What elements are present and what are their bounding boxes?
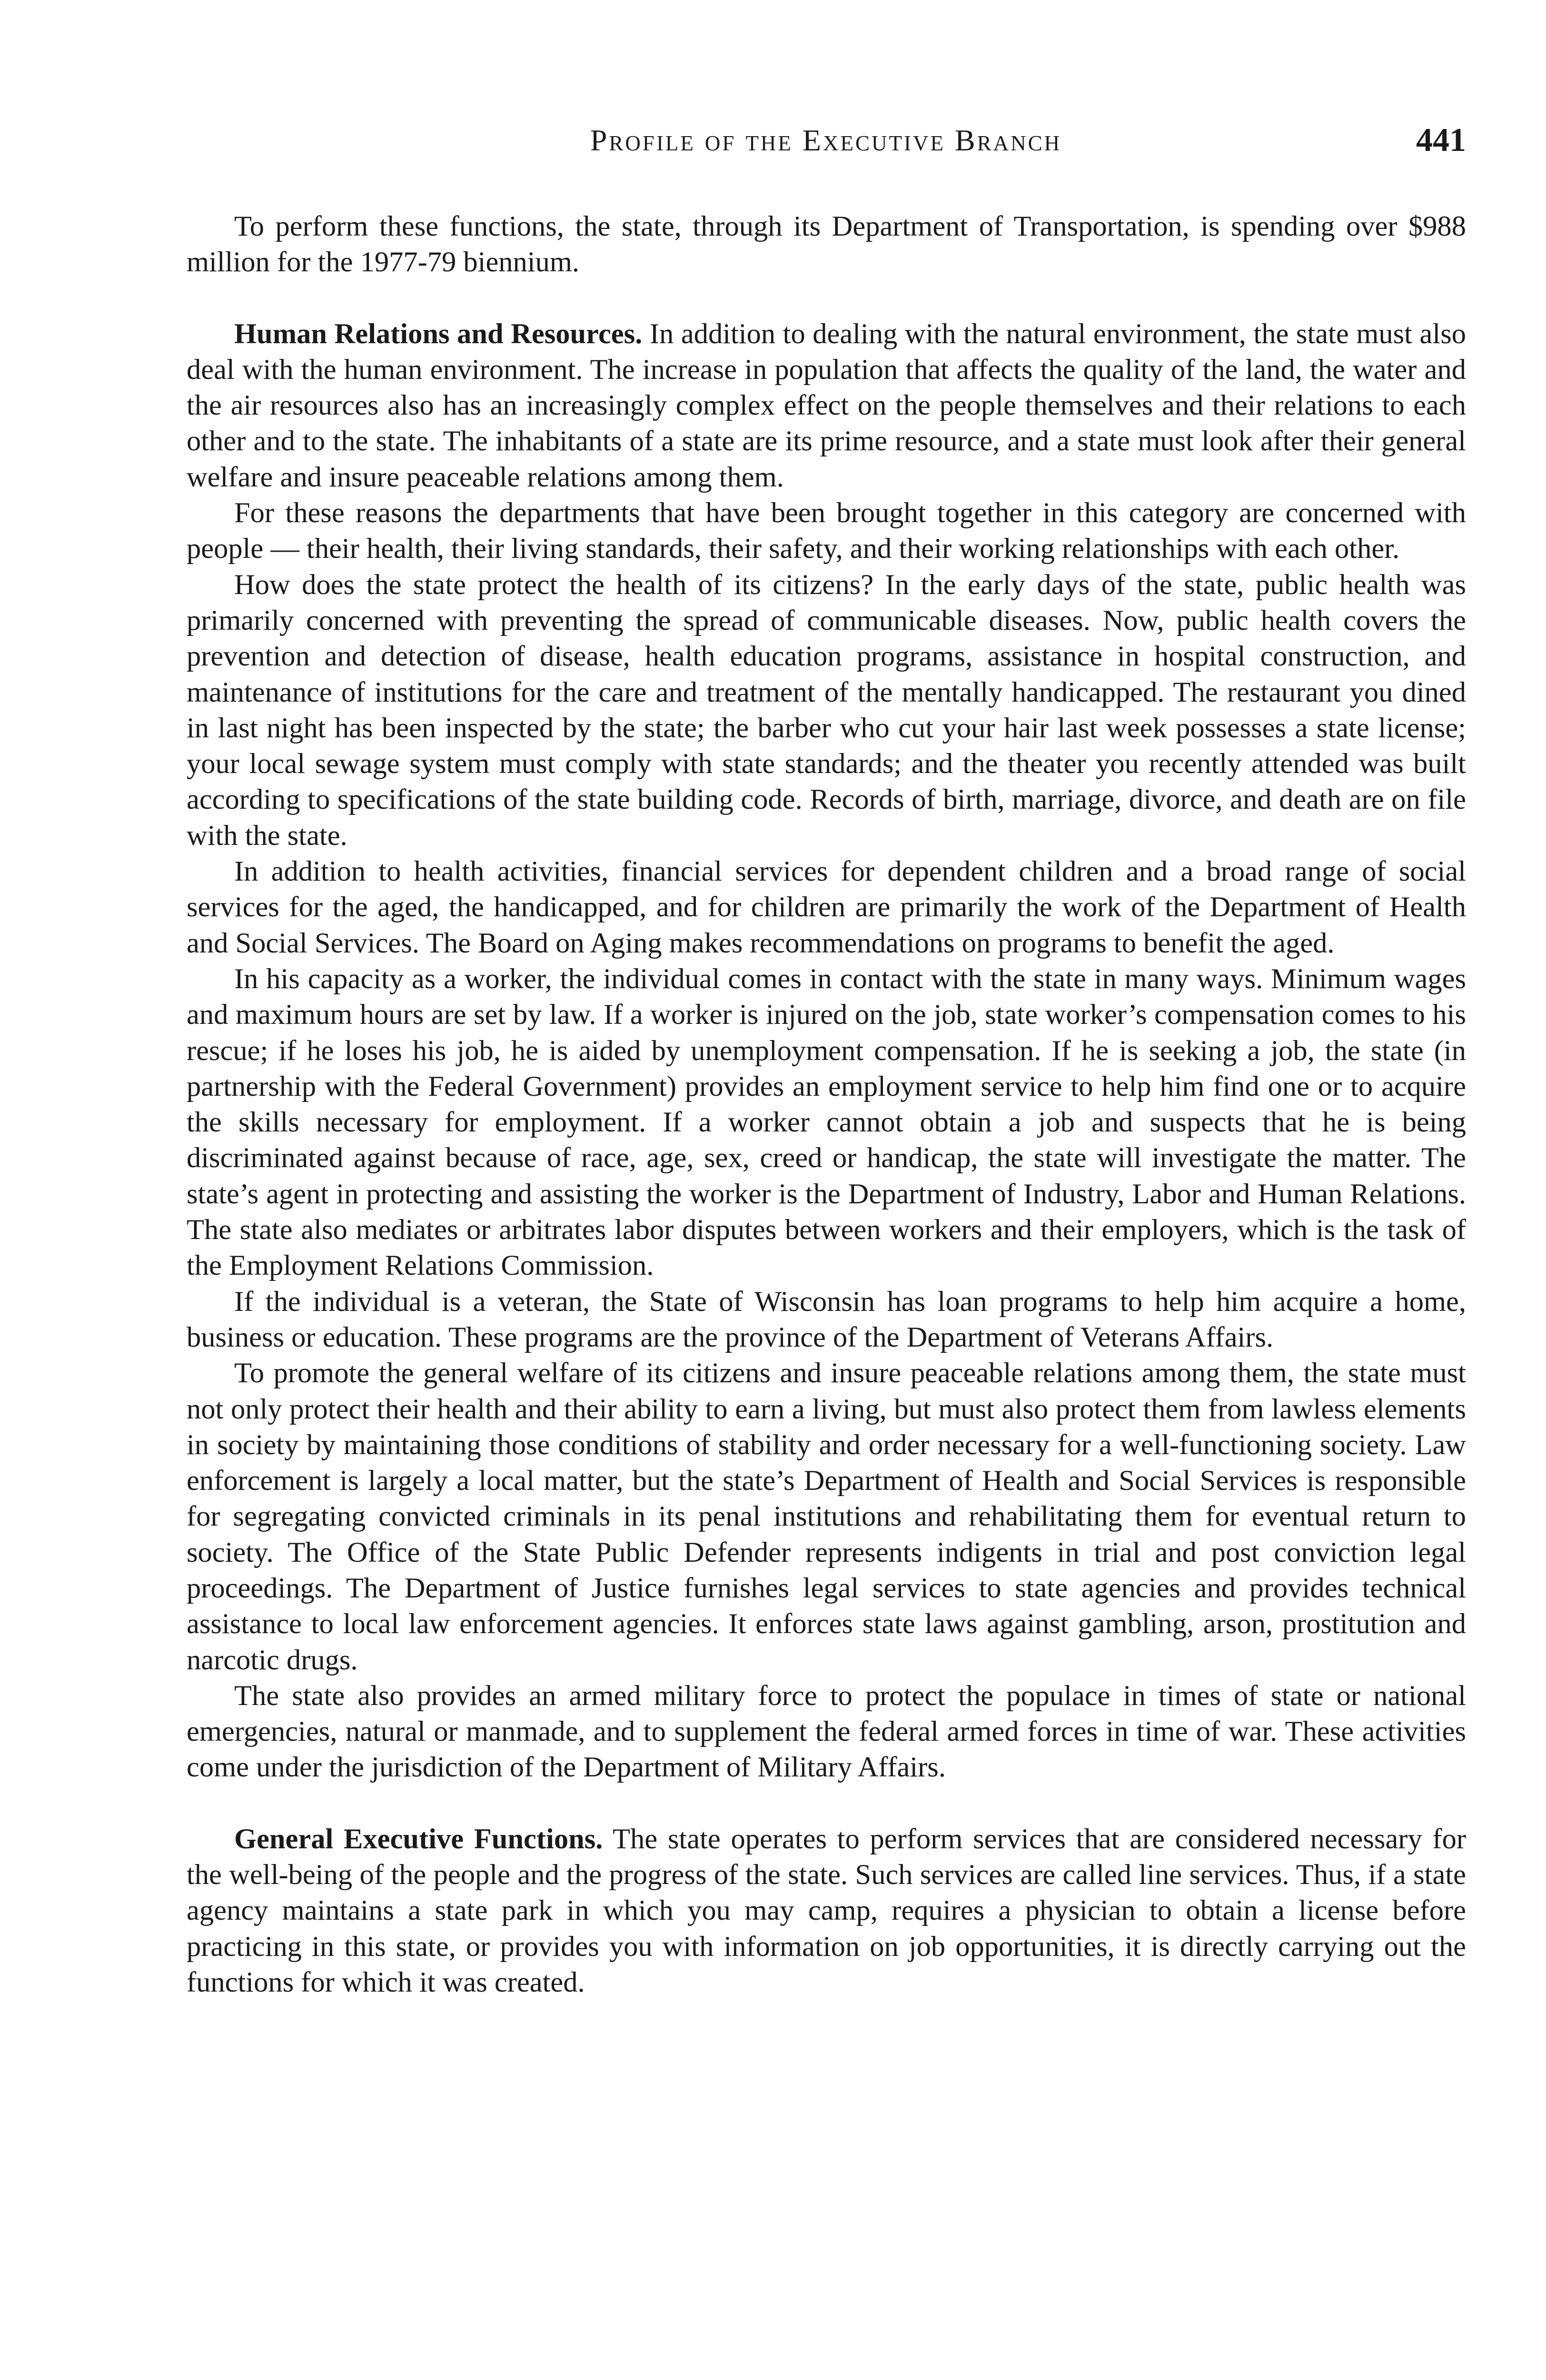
human-relations-paragraph-3: How does the state protect the health of its citizens? In the early days of the state, public health was primarily concerned with preventing the spread of communicable diseases. Now, public health covers the prevention and detection of disease, health education programs, assistance in hospital construction, and maintenance of institutions for the care and treatment of the mentally handicapped. The restaurant you dined in last night has been inspected by the state; the barber who cut your hair last week possesses a state license; your local sewage system must comply with state standards; and the theater you recently attended was built according to specifications of the state building code. Records of birth, marriage, divorce, and death are on file with the state.	[187, 568, 1466, 852]
human-relations-paragraph-8: The state also provides an armed military force to protect the populace in times of state or national emergencies, natural or manmade, and to supplement the federal armed forces in time of war. These activities come under the jurisdiction of the Department of Military Affairs.	[187, 1679, 1466, 1784]
human-relations-heading: Human Relations and Resources.	[234, 317, 643, 350]
running-head	[186, 117, 1466, 169]
human-relations-paragraph-4: In addition to health activities, financial services for dependent children and a broad range of social services for the aged, the handicapped, and for children are primarily the work of the Department of Health and Social Services. The Board on Aging makes recommendations on programs to benefit the aged.	[187, 855, 1466, 959]
general-executive-heading: General Executive Functions.	[234, 1823, 603, 1855]
human-relations-paragraph-5: In his capacity as a worker, the individual comes in contact with the state in many ways. Minimum wages and maximum hours are set by law. If a worker is injured on the job, state worker’s compensation comes to his rescue; if he loses his job, he is aided by unemployment compensation. If he is seeking a job, the state (in partnership with the Federal Government) provides an employment service to help him find one or to acquire the skills necessary for employment. If a worker cannot obtain a job and suspects that he is being discriminated against because of race, age, sex, creed or handicap, the state will investigate the matter. The state’s agent in protecting and assisting the worker is the Department of Industry, Labor and Human Relations. The state also mediates or arbitrates labor disputes between workers and their employers, which is the task of the Employment Relations Commission.	[187, 962, 1466, 1282]
general-executive-paragraph	[187, 1821, 1466, 2000]
human-relations-paragraph-7: To promote the general welfare of its citizens and insure peaceable relations among them, the state must not only protect their health and their ability to earn a living, but must also protect them from lawless elements in society by maintaining those conditions of stability and order necessary for a well-functioning society. Law enforcement is largely a local matter, but the state’s Department of Health and Social Services is responsible for segregating convicted criminals in its penal institutions and rehabilitating them for eventual return to society. The Office of the State Public Defender represents indigents in trial and post conviction legal proceedings. The Department of Justice furnishes legal services to state agencies and provides technical assistance to local law enforcement agencies. It enforces state laws against gambling, arson, prostitution and narcotic drugs.	[187, 1357, 1466, 1676]
intro-paragraph: To perform these functions, the state, through its Department of Transportation, is spending over $988 million for the 1977-79 biennium.	[187, 210, 1466, 278]
running-title: Profile of the Executive Branch	[590, 123, 1062, 157]
body-text	[187, 208, 1466, 2000]
general-executive-text: The state operates to perform services that are considered necessary for the well-being of the people and the progress of the state. Such services are called line services. Thus, if a state agency maintains a state park in which you may camp, requires a physician to obtain a license before practicing in this state, or provides you with information on job opportunities, it is directly carrying out the functions for which it was created.	[187, 1823, 1466, 1998]
human-relations-paragraph-2: For these reasons the departments that have been brought together in this category are concerned with people — their health, their living standards, their safety, and their working relationships with each other.	[187, 497, 1466, 565]
human-relations-text-1: In addition to dealing with the natural environment, the state must also deal with the human environment. The increase in population that affects the quality of the land, the water and the air resources also has an increasingly complex effect on the people themselves and their relations to each other and to the state. The inhabitants of a state are its prime resource, and a state must look after their general welfare and insure peaceable relations among them.	[187, 317, 1467, 493]
page-number: 441	[1416, 122, 1466, 159]
human-relations-paragraph-1	[187, 316, 1466, 495]
human-relations-paragraph-6: If the individual is a veteran, the State of Wisconsin has loan programs to help him acquire a home, business or education. These programs are the province of the Department of Veterans Affairs.	[187, 1285, 1466, 1353]
